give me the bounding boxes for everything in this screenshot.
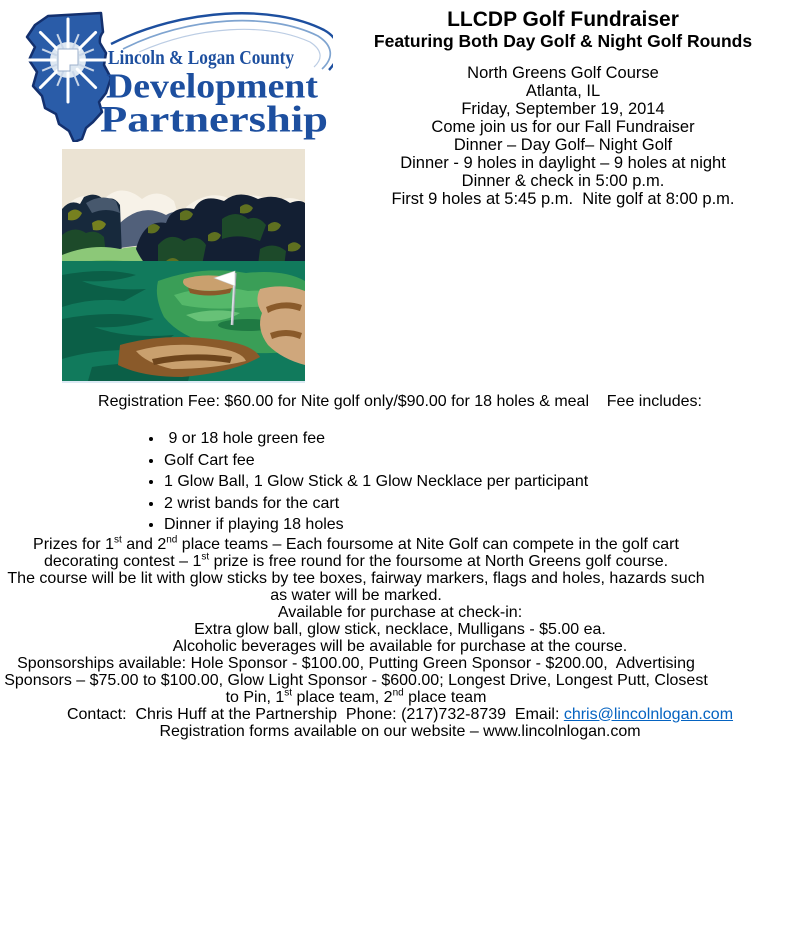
course-lighting-paragraph: The course will be lit with glow sticks by tee boxes, fairway markers, flags and holes, hazards such as water will be marked. [7, 569, 710, 604]
event-format-line: Dinner – Day Golf– Night Golf [453, 136, 673, 154]
event-city: Atlanta, IL [525, 82, 601, 100]
fee-includes-list [146, 428, 800, 536]
llcdp-logo-graphic [8, 4, 333, 142]
logo-org-line2: Development [106, 66, 319, 106]
llcdp-logo [8, 4, 333, 142]
golf-course-image [62, 149, 305, 383]
logo-org-line1: Lincoln & Logan County [108, 47, 295, 69]
contact-line: Contact: Chris Huff at the Partnership Phone: (217)732-8739 Email: chris@lincolnlogan.com [66, 705, 734, 723]
event-details-column [330, 8, 796, 208]
event-venue: North Greens Golf Course [467, 64, 659, 82]
event-date: Friday, September 19, 2014 [461, 100, 665, 118]
event-checkin-line: Dinner & check in 5:00 p.m. [461, 172, 665, 190]
event-holes-line: Dinner - 9 holes in daylight – 9 holes at night [400, 154, 726, 172]
fee-include-item: • 1 Glow Ball, 1 Glow Stick & 1 Glow Necklace per participant [164, 471, 800, 493]
sponsorships-paragraph: Sponsorships available: Hole Sponsor - $100.00, Putting Green Sponsor - $200.00, Advertising Sponsors – $75.00 to $100.00, Glow Light Sponsor - $600.00; Longest Drive, Longest Putt, Closest to Pin, 1st place team, 2nd place team [4, 654, 713, 706]
extras-line: Extra glow ball, glow stick, necklace, Mulligans - $5.00 ea. [194, 620, 606, 638]
available-header: Available for purchase at check-in: [277, 603, 523, 621]
page-title: LLCDP Golf Fundraiser [447, 8, 679, 31]
fee-include-item: • 9 or 18 hole green fee [164, 428, 800, 450]
fee-include-item: • Dinner if playing 18 holes [164, 514, 800, 536]
logo-org-line3: Partnership [100, 99, 328, 141]
illinois-state-icon [27, 13, 111, 142]
event-invite-line: Come join us for our Fall Fundraiser [431, 118, 695, 136]
fee-include-item: • Golf Cart fee [164, 450, 800, 472]
event-teetimes-line: First 9 holes at 5:45 p.m. Nite golf at 8:00 p.m. [391, 190, 735, 208]
fee-include-item: • 2 wrist bands for the cart [164, 493, 800, 515]
prizes-paragraph: Prizes for 1st and 2nd place teams – Each foursome at Nite Golf can compete in the golf cart decorating contest – 1st prize is free round for the foursome at North Greens golf course. [33, 534, 684, 570]
website-line: Registration forms available on our website – www.lincolnlogan.com [159, 722, 641, 740]
event-subtitle: Featuring Both Day Golf & Night Golf Rounds [373, 31, 753, 51]
flyer-body [0, 393, 800, 740]
alcohol-line: Alcoholic beverages will be available for purchase at the course. [172, 637, 628, 655]
registration-fee-line: Registration Fee: $60.00 for Nite golf only/$90.00 for 18 holes & meal Fee includes: [98, 393, 702, 410]
email-link[interactable]: chris@lincolnlogan.com [563, 705, 734, 723]
